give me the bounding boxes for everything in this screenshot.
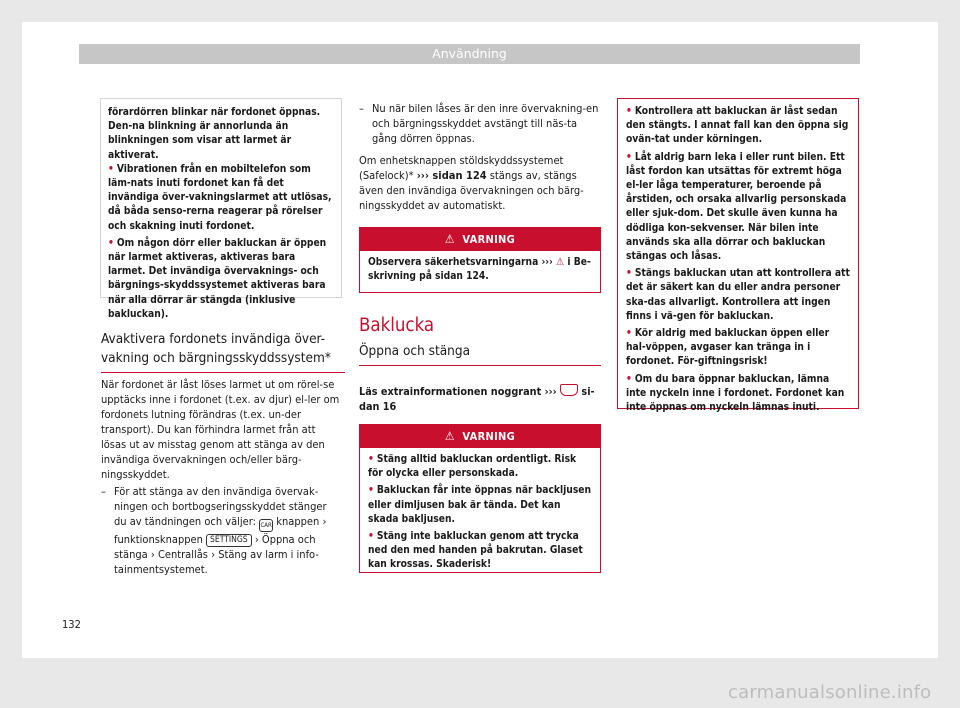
section-heading-line: vakning och bärgningsskyddssystem*	[101, 350, 331, 366]
warning-triangle-icon: ⚠	[556, 257, 565, 268]
warning-body	[360, 448, 600, 582]
column-2-body	[359, 101, 601, 213]
bullet-icon: •	[108, 163, 114, 175]
baklucka-heading-block	[359, 314, 601, 366]
bullet-icon: •	[368, 454, 374, 465]
bullet-icon: •	[626, 328, 632, 340]
bullet-icon: •	[626, 373, 632, 385]
box-bullet: • Om någon dörr eller bakluckan är öppen när larmet aktiveras, aktiveras bara larmet. Det invändiga övervaknings- och bärgnings-skyddssystemet aktiveras bara när alla dörrar är stängda (inklusive bakluckan).	[108, 237, 327, 320]
bullet-icon: •	[368, 485, 374, 497]
dash-list-item	[101, 484, 341, 577]
warning-continuation-box	[617, 98, 859, 414]
bullet-icon: •	[108, 237, 114, 249]
bullet-icon: •	[626, 151, 632, 163]
warning-bullet: • Om du bara öppnar bakluckan, lämna inte nyckeln inne i fordonet. Fordonet kan inte öppnas om nyckeln lämnas inuti.	[626, 373, 845, 414]
book-icon	[560, 384, 578, 396]
warning-triangle-icon: ⚠	[444, 232, 455, 246]
warning-triangle-icon: ⚠	[444, 429, 455, 443]
read-more-note: Läs extrainformationen noggrant ››› si-dan 16	[359, 385, 595, 413]
box-intro-text: förardörren blinkar när fordonet öppnas. Den-na blinkning är annorlunda än blinkningen som visar att larmet är aktiverat.	[108, 107, 321, 161]
paragraph: När fordonet är låst löses larmet ut om rörel-se upptäcks inne i fordonet (t.ex. av djur) el-ler om fordonets lutning förändras (t.ex. un-der transport). Du kan förhindra larmet från att lösas ut av misstag genom att stänga av den invändiga övervakningen och/eller bärg-ningsskyddet.	[101, 378, 340, 481]
warning-bullet: • Kontrollera att bakluckan är låst sedan den stängts. I annat fall kan den öppna sig ovän-tat under körningen.	[626, 106, 849, 146]
page-reference-link[interactable]: ›››	[544, 385, 557, 398]
warning-body: Observera säkerhetsvarningarna ››› ⚠ i Be-skrivning på sidan 124.	[368, 257, 591, 283]
dash-marker: –	[359, 102, 364, 115]
heading-rule	[101, 372, 345, 373]
warning-box	[359, 227, 601, 293]
settings-key-icon: SETTINGS	[206, 534, 252, 547]
warning-bullet: • Stängs bakluckan utan att kontrollera att det är säkert kan du eller andra personer ska-das allvarligt. Kontrollera att ingen finns i vä-gen för bakluckan.	[626, 268, 850, 322]
box-bullet: • Vibrationen från en mobiltelefon som läm-nats inuti fordonet kan få det invändiga över-vakningslarmet att utlösas, då båda senso-rerna reagerar på rörelser och skakning inuti fordonet.	[108, 163, 332, 232]
dash-item-text: För att stänga av den invändiga övervak-ningen och bortbogseringsskyddet stänger du av tändningen och väljer: CAR knappen › funktionsknappen SETTINGS › Öppna och stänga › Centrallås › Stäng av larm i info-tainmentsystemet.	[114, 485, 327, 576]
section-heading-block	[101, 330, 345, 373]
dash-marker: –	[101, 485, 106, 498]
page-reference-link[interactable]: ››› sidan 124	[416, 169, 487, 182]
page-reference-link[interactable]: ›››	[541, 257, 553, 268]
warning-bullet: • Stäng alltid bakluckan ordentligt. Risk för olycka eller personskada.	[368, 454, 577, 480]
section-title: Baklucka	[359, 315, 435, 336]
bullet-icon: •	[626, 268, 632, 280]
dash-list-item	[359, 101, 601, 146]
warning-title: ⚠ VARNING	[360, 425, 600, 448]
warning-bullet: • Kör aldrig med bakluckan öppen eller hal-vöppen, avgaser kan tränga in i fordonet. För-giftningsrisk!	[626, 328, 830, 368]
warning-bullet: • Låt aldrig barn leka i eller runt bilen. Ett låst fordon kan utsättas för extremt höga el-ler låga temperaturer, beroende på årstiden, och orsaka allvarlig personskada eller sjuk-dom. Det skulle även kunna ha dödliga kon-sekvenser. När bilen inte används ska alla dörrar och bakluckan stängas och låsas.	[626, 151, 847, 263]
paragraph: Om enhetsknappen stöldskyddssystemet (Safelock)* ››› sidan 124 stängs av, stängs även den invändiga övervakningen och bärg-ningsskyddet av automatiskt.	[359, 154, 584, 212]
column-1-body	[101, 377, 341, 577]
bullet-icon: •	[626, 106, 632, 117]
watermark-text: carmanualsonline.info	[728, 682, 932, 703]
warning-bullet: • Bakluckan får inte öppnas när backljusen eller dimljusen bak är tända. Det kan skada bakljusen.	[368, 485, 592, 525]
intro-info-box	[100, 98, 342, 320]
bullet-icon: •	[368, 531, 374, 543]
page-number: 132	[62, 618, 81, 631]
section-subtitle: Öppna och stänga	[359, 343, 471, 359]
section-heading-line: Avaktivera fordonets invändiga över-	[101, 331, 326, 347]
heading-rule	[359, 365, 601, 366]
warning-title: ⚠ VARNING	[360, 228, 600, 251]
warning-bullet: • Stäng inte bakluckan genom att trycka ned den med handen på bakrutan. Glaset kan krossas. Skaderisk!	[368, 531, 583, 571]
car-button-icon: CAR	[259, 519, 273, 532]
dash-item-text: Nu när bilen låses är den inre övervakning-en och bärgningsskyddet avstängt till näs-ta gång dörren öppnas.	[372, 102, 599, 145]
page-header-title: Användning	[432, 46, 507, 61]
warning-box	[359, 424, 601, 573]
